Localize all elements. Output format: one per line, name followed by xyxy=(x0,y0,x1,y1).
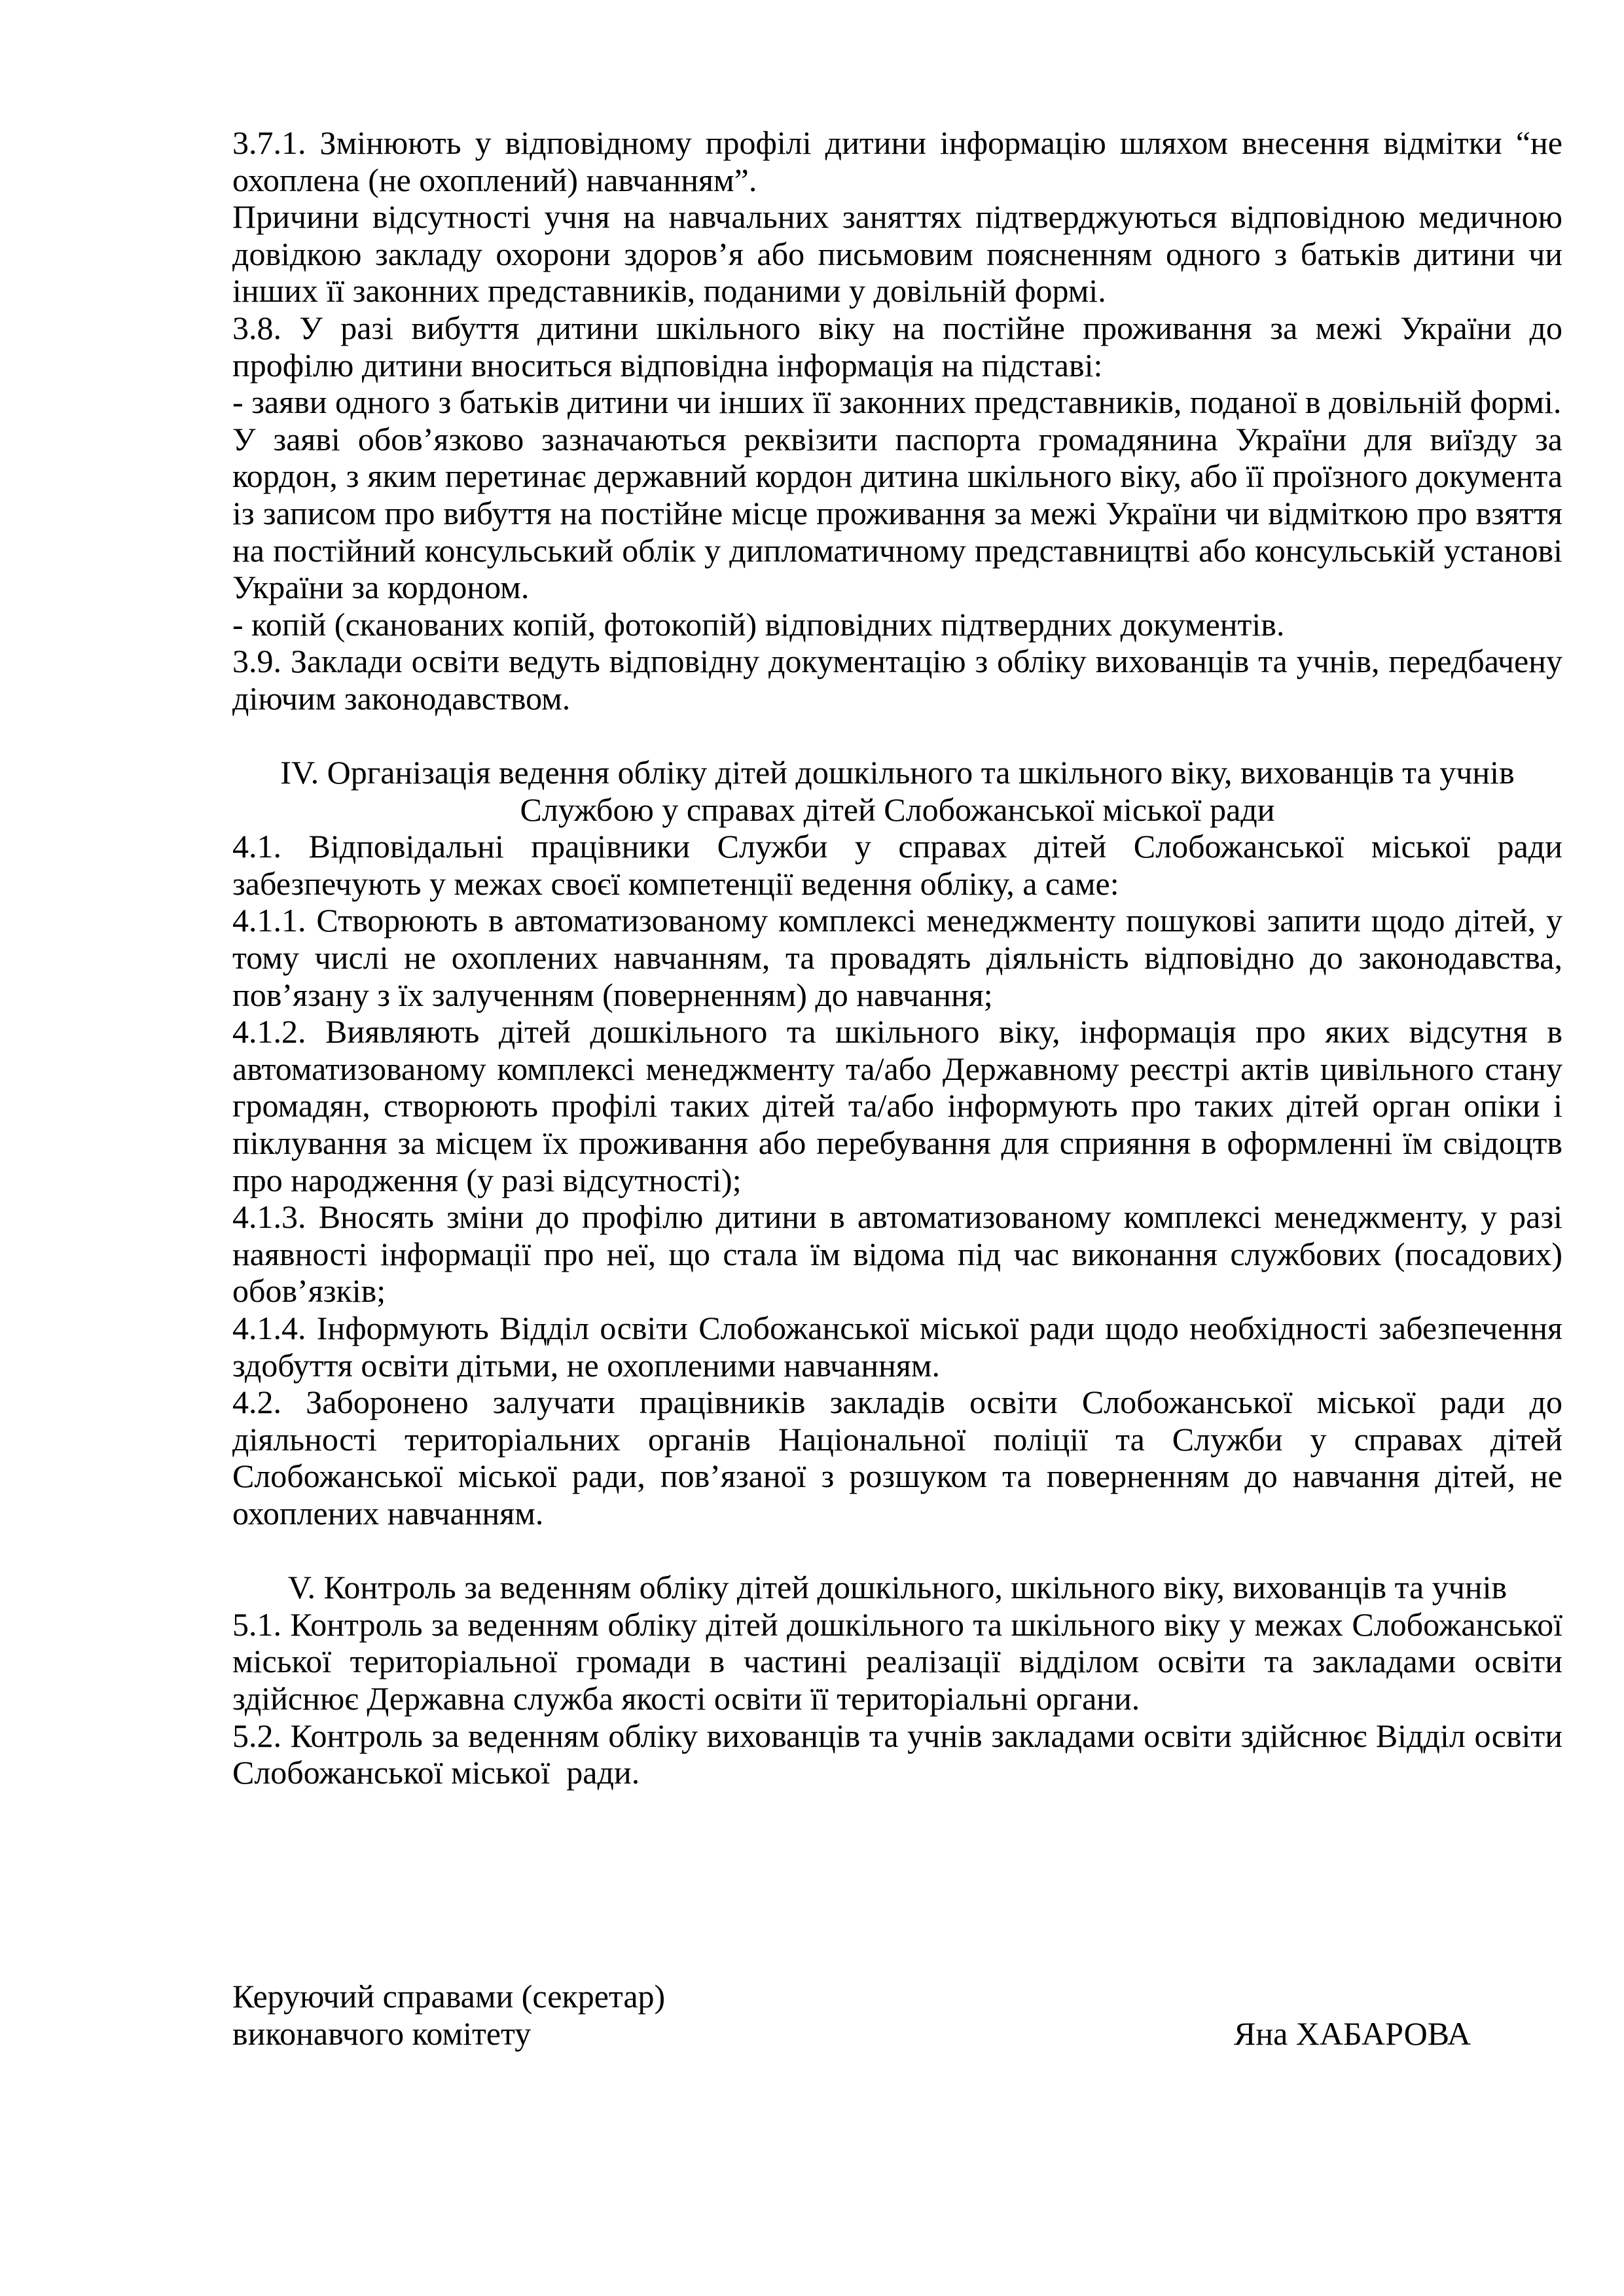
para-absence-reasons: Причини відсутності учня на навчальних заняттях підтверджуються відповідною медичною довідкою закладу охорони здоров’я або письмовим поясненням одного з батьків дитини чи інших її законних представників, поданими у довільній формі. xyxy=(232,198,1562,310)
signature-role-line1: Керуючий справами (секретар) xyxy=(232,1978,666,2015)
document-text xyxy=(232,124,1562,1791)
para-5-2: 5.2. Контроль за веденням обліку вихованців та учнів закладами освіти здійснює Відділ освіти Слобожанської міської ради. xyxy=(232,1717,1562,1791)
para-5-1: 5.1. Контроль за веденням обліку дітей дошкільного та шкільного віку у межах Слобожанської міської територіальної громади в частині реалізації відділом освіти та закладами освіти здійснює Державна служба якості освіти її територіальні органи. xyxy=(232,1605,1562,1717)
section-iv-heading-line1: IV. Організація ведення обліку дітей дошкільного та шкільного віку, вихованців та учнів xyxy=(280,754,1515,791)
bullet-parent-application: - заяви одного з батьків дитини чи інших її законних представників, поданої в довільній формі. xyxy=(232,384,1562,421)
bullet-copies: - копій (сканованих копій, фотокопій) відповідних підтвердних документів. xyxy=(232,605,1285,643)
section-v-heading: V. Контроль за веденням обліку дітей дошкільного, шкільного віку, вихованців та учнів xyxy=(287,1569,1507,1606)
para-4-1-4: 4.1.4. Інформують Відділ освіти Слобожанської міської ради щодо необхідності забезпечення здобуття освіти дітьми, не охопленими навчанням. xyxy=(232,1310,1562,1384)
para-4-1-1: 4.1.1. Створюють в автоматизованому комплексі менеджменту пошукові запити щодо дітей, у тому числі не охоплених навчанням, та провадять діяльність відповідно до законодавства, пов’язану з їх залученням (поверненням) до навчання; xyxy=(232,902,1562,1013)
para-4-1: 4.1. Відповідальні працівники Служби у справах дітей Слобожанської міської ради забезпечують у межах своєї компетенції ведення обліку, а саме: xyxy=(232,828,1562,902)
section-iv-heading-line2: Службою у справах дітей Слобожанської міської ради xyxy=(520,791,1275,828)
para-3-9: 3.9. Заклади освіти ведуть відповідну документацію з обліку вихованців та учнів, передбачену діючим законодавством. xyxy=(232,643,1562,717)
para-4-1-2: 4.1.2. Виявляють дітей дошкільного та шкільного віку, інформація про яких відсутня в автоматизованому комплексі менеджменту та/або Державному реєстрі актів цивільного стану громадян, створюють профілі таких дітей та/або інформують про таких дітей орган опіки і піклування за місцем їх проживання або перебування для сприяння в оформленні їм свідоцтв про народження (у разі відсутності); xyxy=(232,1013,1562,1198)
spacer xyxy=(232,717,1562,755)
para-4-1-3: 4.1.3. Вносять зміни до профілю дитини в автоматизованому комплексі менеджменту, у разі наявності інформації про неї, що стала їм відома під час виконання службових (посадових) обов’язків; xyxy=(232,1198,1562,1310)
para-3-7-1: 3.7.1. Змінюють у відповідному профілі дитини інформацію шляхом внесення відмітки “не охоплена (не охоплений) навчанням”. xyxy=(232,124,1562,198)
para-4-2: 4.2. Заборонено залучати працівників закладів освіти Слобожанської міської ради до діяльності територіальних органів Національної поліції та Служби у справах дітей Слобожанської міської ради, пов’язаної з розшуком та поверненням до навчання дітей, не охоплених навчанням. xyxy=(232,1384,1562,1532)
signature-row xyxy=(232,2015,1562,2053)
para-application-details: У заяві обов’язково зазначаються реквізити паспорта громадянина України для виїзду за кордон, з яким перетинає державний кордон дитина шкільного віку, або її проїзного документа із записом про вибуття на постійне місце проживання за межі України чи відміткою про взяття на постійний консульський облік у дипломатичному представництві або консульській установі України за кордоном. xyxy=(232,420,1562,606)
spacer xyxy=(232,1532,1562,1570)
signature-name: Яна ХАБАРОВА xyxy=(1233,2015,1471,2052)
signature-block xyxy=(232,1978,1562,2052)
signature-role-line2: виконавчого комітету xyxy=(232,2015,532,2052)
para-3-8: 3.8. У разі вибуття дитини шкільного віку на постійне проживання за межі України до профілю дитини вноситься відповідна інформація на підставі: xyxy=(232,309,1562,384)
